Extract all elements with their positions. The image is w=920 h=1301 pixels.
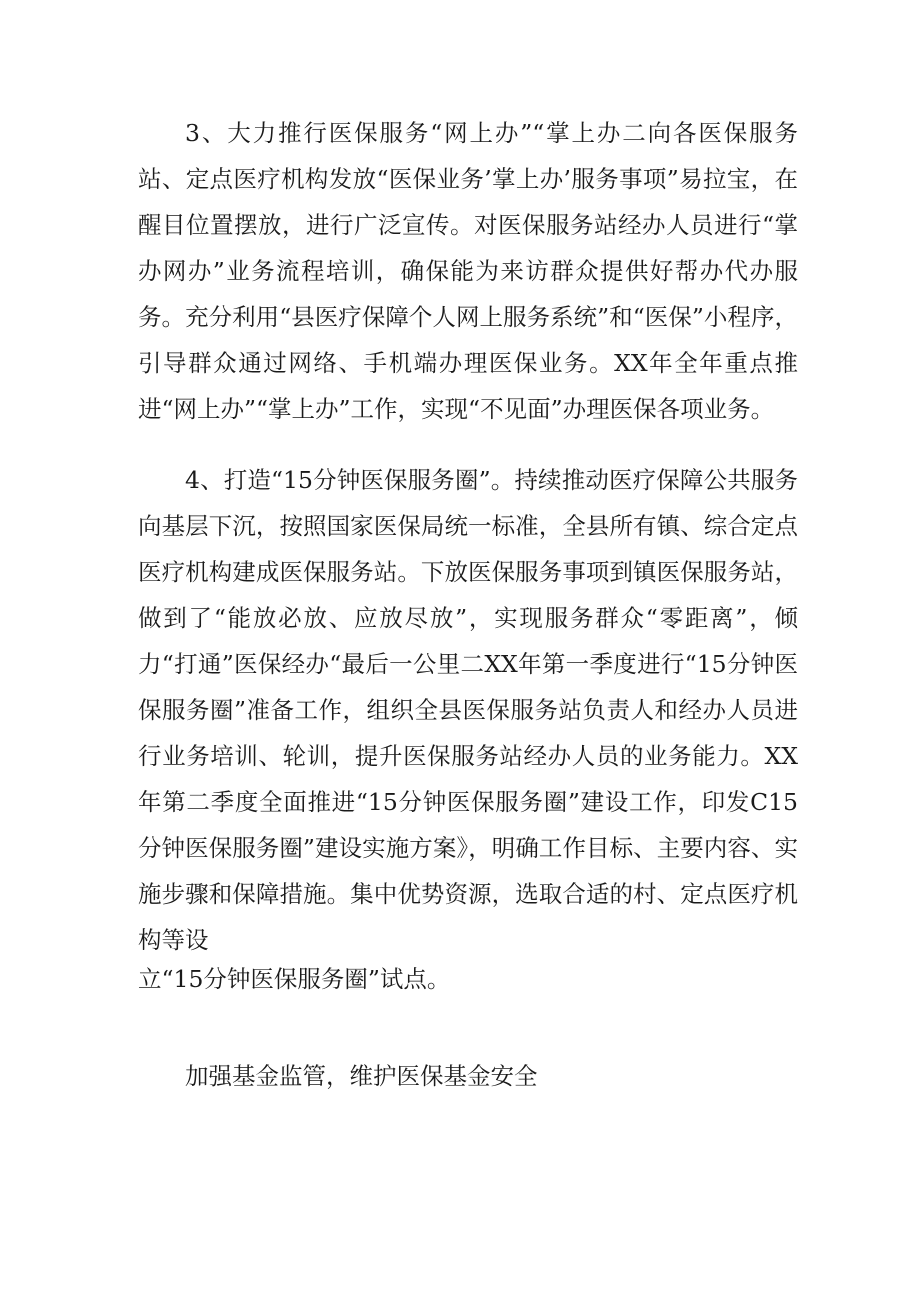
paragraph-service-circle: 4、打造“15分钟医保服务圈”。持续推动医疗保障公共服务向基层下沉，按照国家医保局统一标准，全县所有镇、综合定点医疗机构建成医保服务站。下放医保服务事项到镇医保服务站，做到了“能放必放、应放尽放”，实现服务群众“零距离”，倾力“打通”医保经办“最后一公里二XX年第一季度进行“15分钟医保服务圈”准备工作，组织全县医保服务站负责人和经办人员进行业务培训、轮训，提升医保服务站经办人员的业务能力。XX年第二季度全面推进“15分钟医保服务圈”建设工作，印发C15分钟医保服务圈”建设实施方案》，明确工作目标、主要内容、实施步骤和保障措施。集中优势资源，选取合适的村、定点医疗机构等设	[138, 466, 798, 954]
paragraph-online-services: 3、大力推行医保服务“网上办”“掌上办二向各医保服务站、定点医疗机构发放“医保业务’掌上办’服务事项”易拉宝，在醒目位置摆放，进行广泛宣传。对医保服务站经办人员进行“掌办网办”业务流程培训，确保能为来访群众提供好帮办代办服务。充分利用“县医疗保障个人网上服务系统”和“医保”小程序，引导群众通过网络、手机端办理医保业务。XX年全年重点推进“网上办”“掌上办”工作，实现“不见面”办理医保各项业务。	[138, 119, 798, 423]
paragraph-continuation: 立“15分钟医保服务圈”试点。	[138, 965, 451, 993]
section-heading: 加强基金监管，维护医保基金安全	[185, 1062, 538, 1090]
